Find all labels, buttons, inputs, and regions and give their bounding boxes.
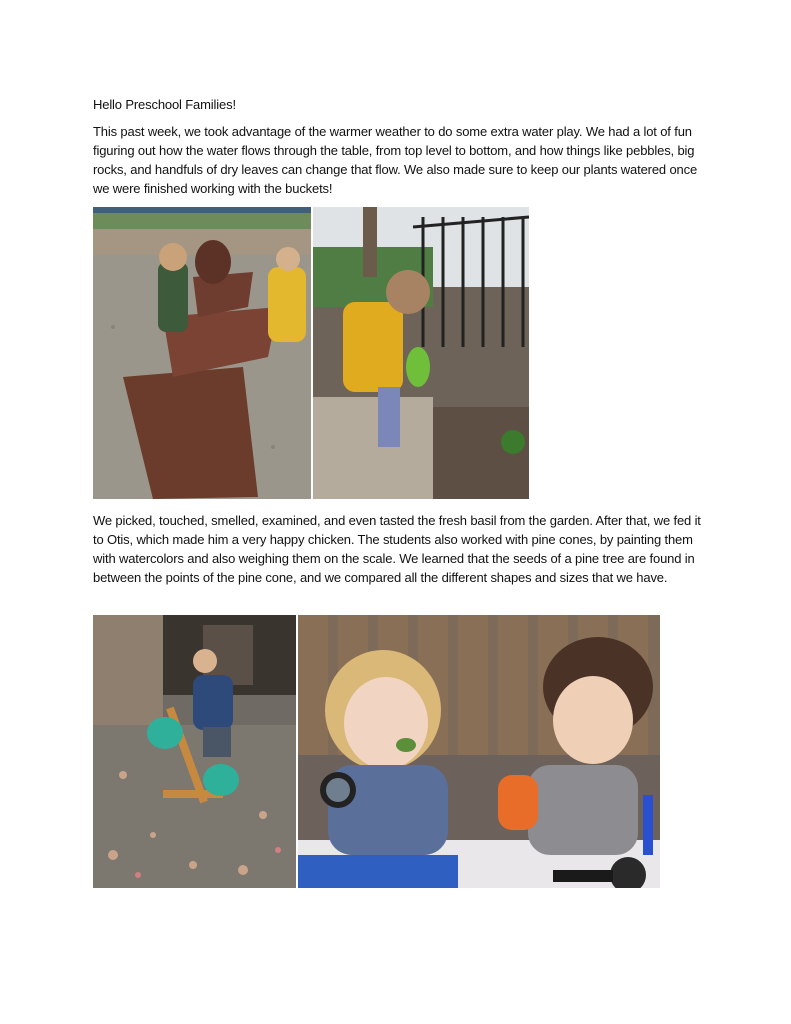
greeting: Hello Preschool Families! — [93, 97, 236, 112]
balance-scale-photo — [93, 615, 296, 888]
magnifying-basil-photo — [298, 615, 660, 888]
paragraph-basil-pinecones: We picked, touched, smelled, examined, and even tasted the fresh basil from the garden. After that, we fed it to Otis, which made him a very happy chicken. The students also worked with pine cones, by painting them with watercolors and also weighing them on the scale. We learned that the seeds of a pine tree are found in between the points of the pine cone, and we compared all the different shapes and sizes that we have. — [93, 513, 701, 585]
water-table-photo — [93, 207, 311, 499]
paragraph-water-play: This past week, we took advantage of the warmer weather to do some extra water play. We had a lot of fun figuring out how the water flows through the table, from top level to bottom, and how things like pebbles, big rocks, and handfuls of dry leaves can change that flow. We also made sure to keep our plants watered once we were finished working with the buckets! — [93, 124, 698, 196]
watering-plants-photo — [313, 207, 529, 499]
